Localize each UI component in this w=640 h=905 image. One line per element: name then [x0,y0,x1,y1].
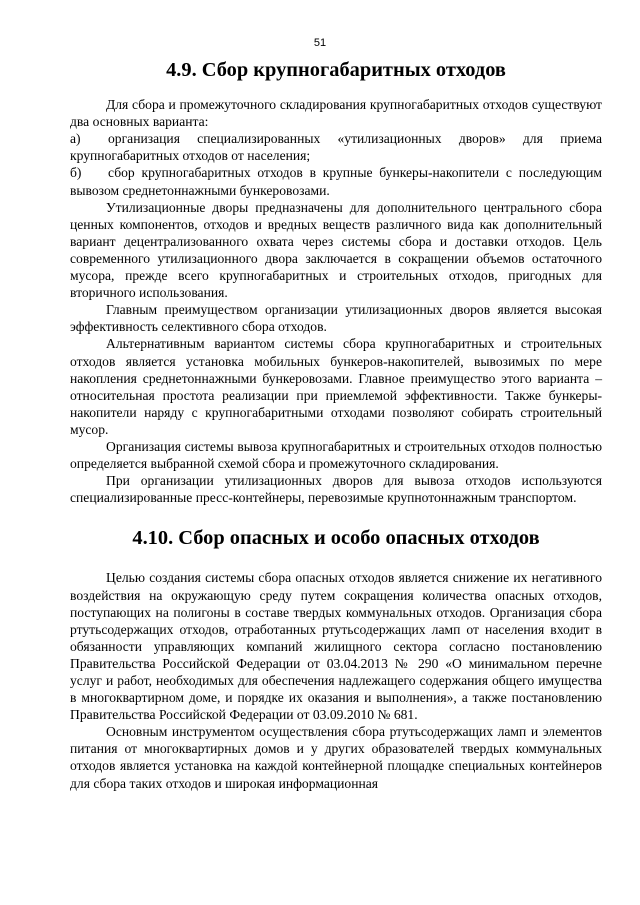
paragraph: Утилизационные дворы предназначены для дополнительного центрального сбора ценных компонентов, отходов и вредных веществ различного вида как дополнительный вариант децентрализованного охвата через системы сбора и доставки отходов. Цель современного утилизационного двора заключается в сокращении объемов остаточного мусора, прежде всего крупногабаритных и строительных отходов, пригодных для вторичного использования. [70,199,602,301]
paragraph: Альтернативным вариантом системы сбора крупногабаритных и строительных отходов является установка мобильных бункеров-накопителей, вывозимых по мере накопления среднетоннажными бункеровозами. Главное преимущество этого варианта – относительная простота реализации при приемлемой эффективности. Также бункеры-накопители наряду с крупногабаритными отходами позволяют собирать строительный мусор. [70,336,602,437]
list-marker: б) [70,165,82,181]
paragraph: Целью создания системы сбора опасных отходов является снижение их негативного воздействия на окружающую среду путем сокращения количества опасных отходов, поступающих на полигоны в составе твердых коммунальных отходов. Организация сбора ртутьсодержащих отходов, отработанных ртутьсодержащих ламп от населения входит в обязанности управляющих компаний жилищного сектора согласно постановлению Правительства Российской Федерации от 03.04.2013 № 290 «О минимальном перечне услуг и работ, необходимых для обеспечения надлежащего содержания общего имущества в многоквартирном доме, и порядке их оказания и выполнения», а также постановлению Правительства Российской Федерации от 03.09.2010 № 681. [70,570,602,723]
list-item-text: сбор крупногабаритных отходов в крупные бункеры-накопители с последующим вывозом среднетоннажными бункеровозами. [70,165,602,198]
section-heading-4-10: 4.10. Сбор опасных и особо опасных отходов [132,527,540,550]
paragraph: Главным преимуществом организации утилизационных дворов является высокая эффективность селективного сбора отходов. [70,302,602,335]
paragraph: При организации утилизационных дворов для вывоза отходов используются специализированные пресс-контейнеры, перевозимые крупнотоннажным транспортом. [70,473,602,506]
page-number: 51 [313,37,327,49]
paragraph: Для сбора и промежуточного складирования крупногабаритных отходов существуют два основных варианта: [70,97,602,130]
list-item [70,164,602,198]
section-heading-4-9: 4.9. Сбор крупногабаритных отходов [166,59,506,81]
page-content [70,59,602,792]
list-item-text: организация специализированных «утилизационных дворов» для приема крупногабаритных отходов от населения; [70,131,602,164]
paragraph: Организация системы вывоза крупногабаритных и строительных отходов полностью определяется выбранной схемой сбора и промежуточного складирования. [70,438,602,472]
list-item [70,130,602,164]
paragraph: Основным инструментом осуществления сбора ртутьсодержащих ламп и элементов питания от многоквартирных домов и у других образователей твердых коммунальных отходов является установка на каждой контейнерной площадке специальных контейнеров для сбора таких отходов и широкая информационная [70,724,602,791]
list-marker: а) [70,131,81,147]
